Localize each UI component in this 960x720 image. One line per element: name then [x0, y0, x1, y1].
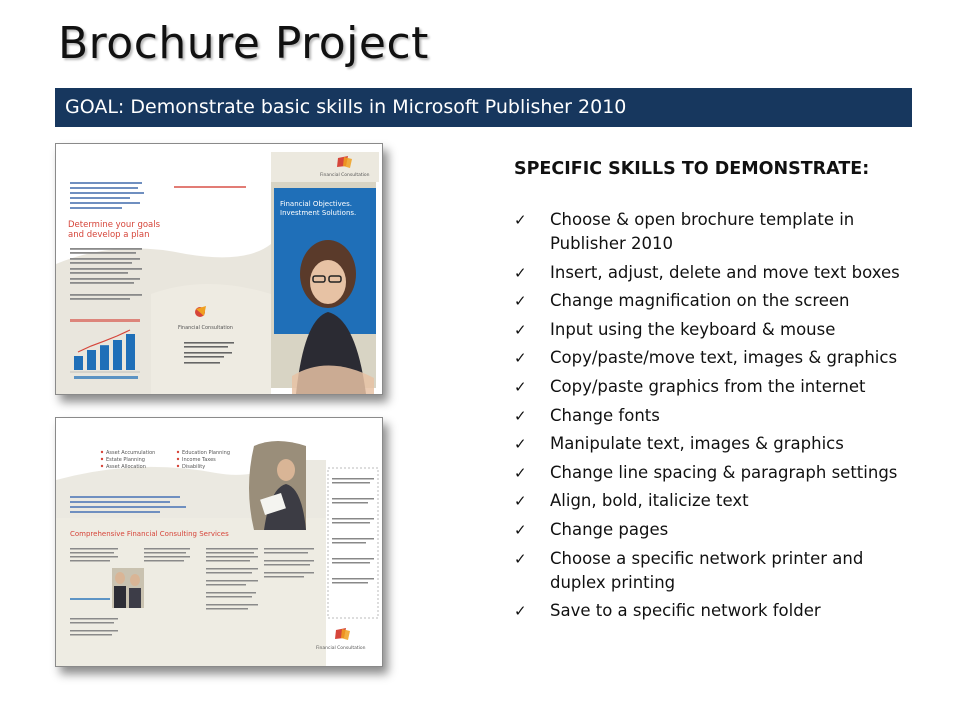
skill-item [514, 432, 904, 456]
skill-text: Save to a specific network folder [550, 601, 821, 621]
brochure-back-art [56, 418, 382, 666]
skill-item [514, 547, 904, 595]
check-icon: ✓ [514, 602, 527, 621]
check-icon: ✓ [514, 520, 527, 539]
brochure-cover-company: Financial Consultation [320, 173, 370, 178]
check-icon: ✓ [514, 492, 527, 511]
cover-line-2: Investment Solutions. [280, 209, 357, 217]
check-icon: ✓ [514, 435, 527, 454]
brochure-front-art [56, 144, 382, 394]
skill-text: Change pages [550, 519, 669, 539]
brochure-back-company: Financial Consultation [316, 646, 366, 651]
check-icon: ✓ [514, 320, 527, 339]
bullet-left-3: Asset Allocation [106, 464, 146, 470]
mini-chart-bar [87, 350, 96, 370]
skill-item [514, 489, 904, 513]
skill-item [514, 289, 904, 313]
skill-text: Copy/paste graphics from the internet [550, 376, 866, 396]
brochure-cover-text [280, 200, 356, 217]
skill-text: Align, bold, italicize text [550, 491, 749, 511]
check-icon: ✓ [514, 406, 527, 425]
bullet-left-2: Estate Planning [106, 457, 145, 463]
check-icon: ✓ [514, 463, 527, 482]
mini-chart-bar [100, 345, 109, 370]
skill-text: Choose & open brochure template in Publisher 2010 [550, 210, 855, 253]
skill-text: Choose a specific network printer and duplex printing [550, 548, 864, 592]
brochure-front-thumbnail [55, 143, 383, 395]
skill-item [514, 318, 904, 342]
headline-line-2: and develop a plan [68, 230, 150, 240]
bullet-right-2: Income Taxes [182, 457, 216, 463]
bullet-right-3: Disability [182, 464, 206, 470]
skill-text: Input using the keyboard & mouse [550, 319, 836, 339]
skill-text: Copy/paste/move text, images & graphics [550, 348, 898, 368]
skill-item [514, 261, 904, 285]
check-icon: ✓ [514, 292, 527, 311]
skills-list [514, 208, 904, 628]
brochure-front-headline [68, 220, 163, 240]
brochure-back-thumbnail [55, 417, 383, 667]
skill-item [514, 346, 904, 370]
bullet-left-1: Asset Accumulation [106, 450, 156, 456]
skill-text: Change magnification on the screen [550, 291, 850, 311]
skill-item [514, 518, 904, 542]
slide-title: Brochure Project [58, 18, 429, 69]
mini-chart-bar [113, 340, 122, 370]
brochure-services-title: Comprehensive Financial Consulting Services [70, 530, 229, 538]
skill-text: Change line spacing & paragraph settings [550, 462, 898, 482]
goal-banner: GOAL: Demonstrate basic skills in Microsoft Publisher 2010 [55, 88, 912, 127]
cover-line-1: Financial Objectives. [280, 200, 352, 208]
check-icon: ✓ [514, 211, 527, 229]
skill-text: Change fonts [550, 405, 660, 425]
check-icon: ✓ [514, 349, 527, 368]
mini-chart-bar [126, 334, 135, 370]
skill-item [514, 375, 904, 399]
headline-line-1: Determine your goals [68, 220, 161, 230]
skill-item [514, 404, 904, 428]
check-icon: ✓ [514, 549, 527, 568]
mini-chart-bar [74, 356, 83, 370]
skills-heading: SPECIFIC SKILLS TO DEMONSTRATE: [514, 159, 870, 179]
skill-text: Manipulate text, images & graphics [550, 434, 844, 454]
skill-item [514, 599, 904, 623]
brochure-middle-company: Financial Consultation [178, 325, 233, 331]
skill-text: Insert, adjust, delete and move text boxes [550, 262, 900, 282]
bullet-right-1: Education Planning [182, 450, 231, 456]
skill-item [514, 208, 904, 256]
check-icon: ✓ [514, 263, 527, 282]
check-icon: ✓ [514, 377, 527, 396]
skill-item [514, 461, 904, 485]
